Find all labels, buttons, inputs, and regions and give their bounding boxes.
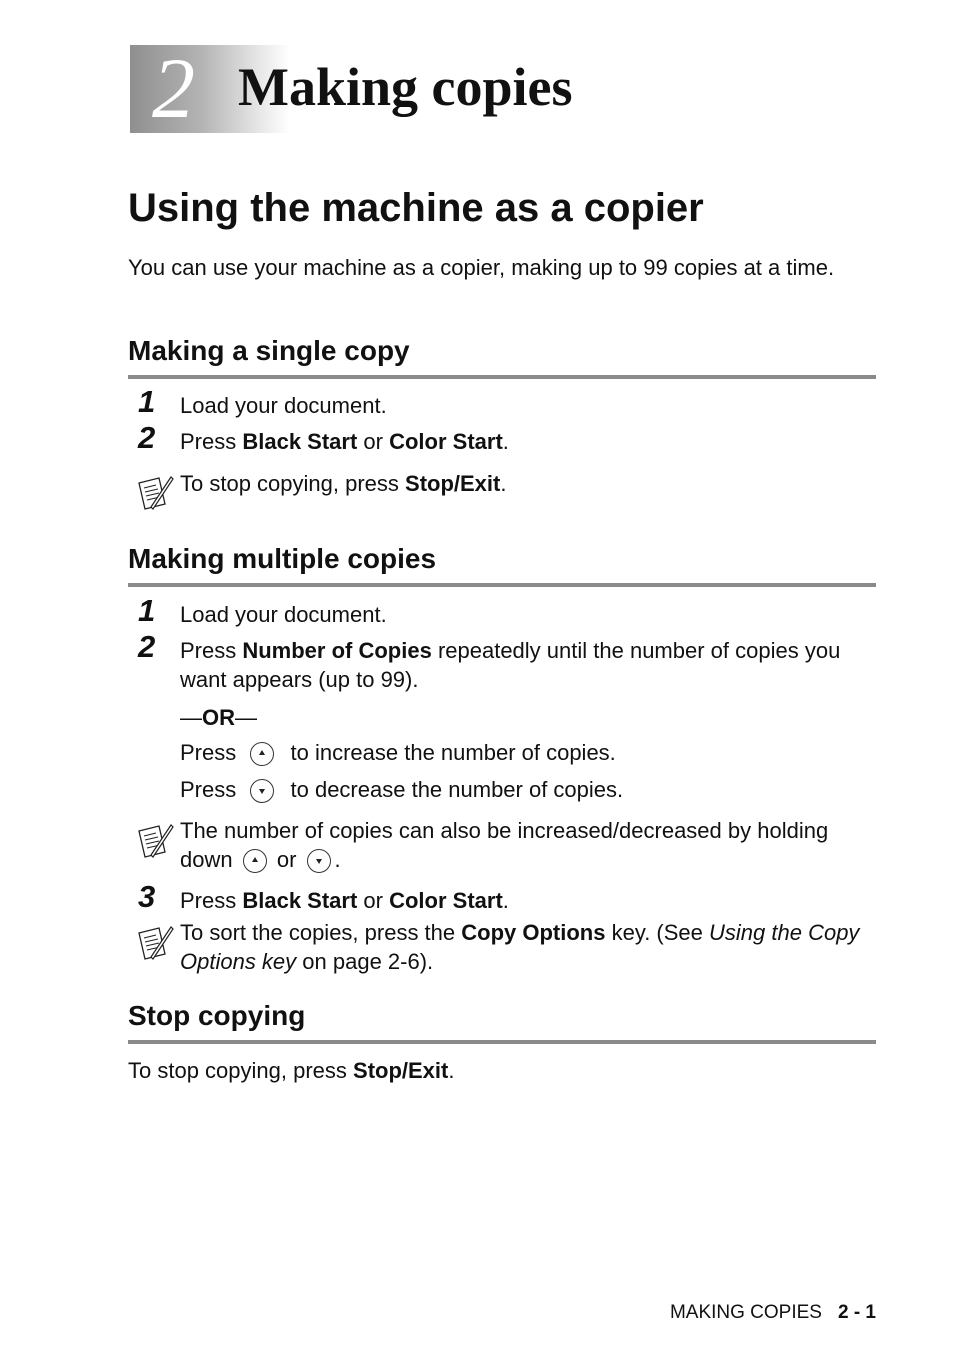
or-label: OR	[202, 705, 235, 730]
up-arrow-key-icon	[243, 849, 267, 873]
note-text-body: The number of copies can also be increased/decreased by holding down	[180, 818, 829, 872]
key-name: Color Start	[389, 429, 503, 454]
step-text-prefix: Press	[180, 429, 243, 454]
heading-rule	[128, 583, 876, 587]
footer-label: MAKING COPIES	[669, 1302, 822, 1323]
heading-rule	[128, 375, 876, 379]
conjunction: or	[357, 429, 390, 454]
note-text	[180, 918, 870, 976]
key-name: Color Start	[389, 888, 503, 913]
key-name: Number of Copies	[242, 638, 432, 663]
dash: —	[235, 705, 257, 730]
note-pencil-icon	[136, 474, 174, 512]
page-footer	[670, 1300, 876, 1326]
note-text	[180, 816, 870, 874]
step-text-rest: repeatedly until the number of copies you want appears (up to 99).	[180, 638, 841, 692]
decrease-text: to decrease the number of copies.	[290, 777, 624, 802]
section-intro: You can use your machine as a copier, making up to 99 copies at a time.	[128, 255, 835, 280]
heading-rule	[128, 1040, 876, 1044]
conjunction: or	[276, 847, 297, 872]
decrease-instruction	[180, 775, 870, 804]
chapter-number: 2	[152, 40, 195, 136]
step-text: Load your document.	[180, 393, 387, 418]
press-label: Press	[180, 740, 237, 765]
increase-instruction	[180, 738, 870, 767]
key-name: Black Start	[242, 429, 358, 454]
step-number: 2	[138, 629, 156, 664]
key-name: Stop/Exit	[353, 1058, 449, 1083]
dash: —	[180, 705, 202, 730]
down-arrow-key-icon	[307, 849, 331, 873]
step-text: Load your document.	[180, 602, 387, 627]
up-arrow-key-icon	[250, 742, 274, 766]
punctuation: .	[502, 429, 509, 454]
note-end: on page 2-6).	[296, 949, 434, 974]
step-text-prefix: Press	[180, 638, 243, 663]
increase-text: to increase the number of copies.	[290, 740, 616, 765]
chapter-title: Making copies	[238, 57, 573, 117]
step-text	[180, 636, 870, 694]
down-arrow-key-icon	[250, 779, 274, 803]
key-name: Stop/Exit	[405, 471, 501, 496]
conjunction: or	[357, 888, 390, 913]
press-label: Press	[180, 777, 237, 802]
step-number: 3	[138, 879, 156, 914]
note-mid: key. (See	[605, 920, 710, 945]
text-prefix: To stop copying, press	[128, 1058, 354, 1083]
key-name: Copy Options	[461, 920, 606, 945]
punctuation: .	[448, 1058, 455, 1083]
cross-reference: Using the Copy Options key	[180, 920, 860, 974]
key-name: Black Start	[242, 888, 358, 913]
step-text	[180, 427, 870, 456]
note-prefix: To stop copying, press	[180, 471, 406, 496]
note-pencil-icon	[136, 822, 174, 860]
punctuation: .	[500, 471, 507, 496]
page-number: 2 - 1	[837, 1302, 876, 1323]
step-number: 1	[138, 593, 156, 628]
stop-copying-text	[128, 1056, 454, 1085]
heading-single-copy: Making a single copy	[128, 335, 410, 366]
note-prefix: To sort the copies, press the	[180, 920, 462, 945]
heading-stop-copying: Stop copying	[128, 1000, 306, 1031]
step-text	[180, 886, 870, 915]
note-text	[180, 469, 870, 498]
punctuation: .	[502, 888, 509, 913]
step-text-prefix: Press	[180, 888, 243, 913]
step-number: 2	[138, 420, 156, 455]
or-separator	[180, 703, 870, 732]
step-number: 1	[138, 384, 156, 419]
punctuation: .	[334, 847, 341, 872]
heading-multiple-copies: Making multiple copies	[128, 543, 437, 574]
section-title: Using the machine as a copier	[128, 186, 704, 230]
note-pencil-icon	[136, 924, 174, 962]
